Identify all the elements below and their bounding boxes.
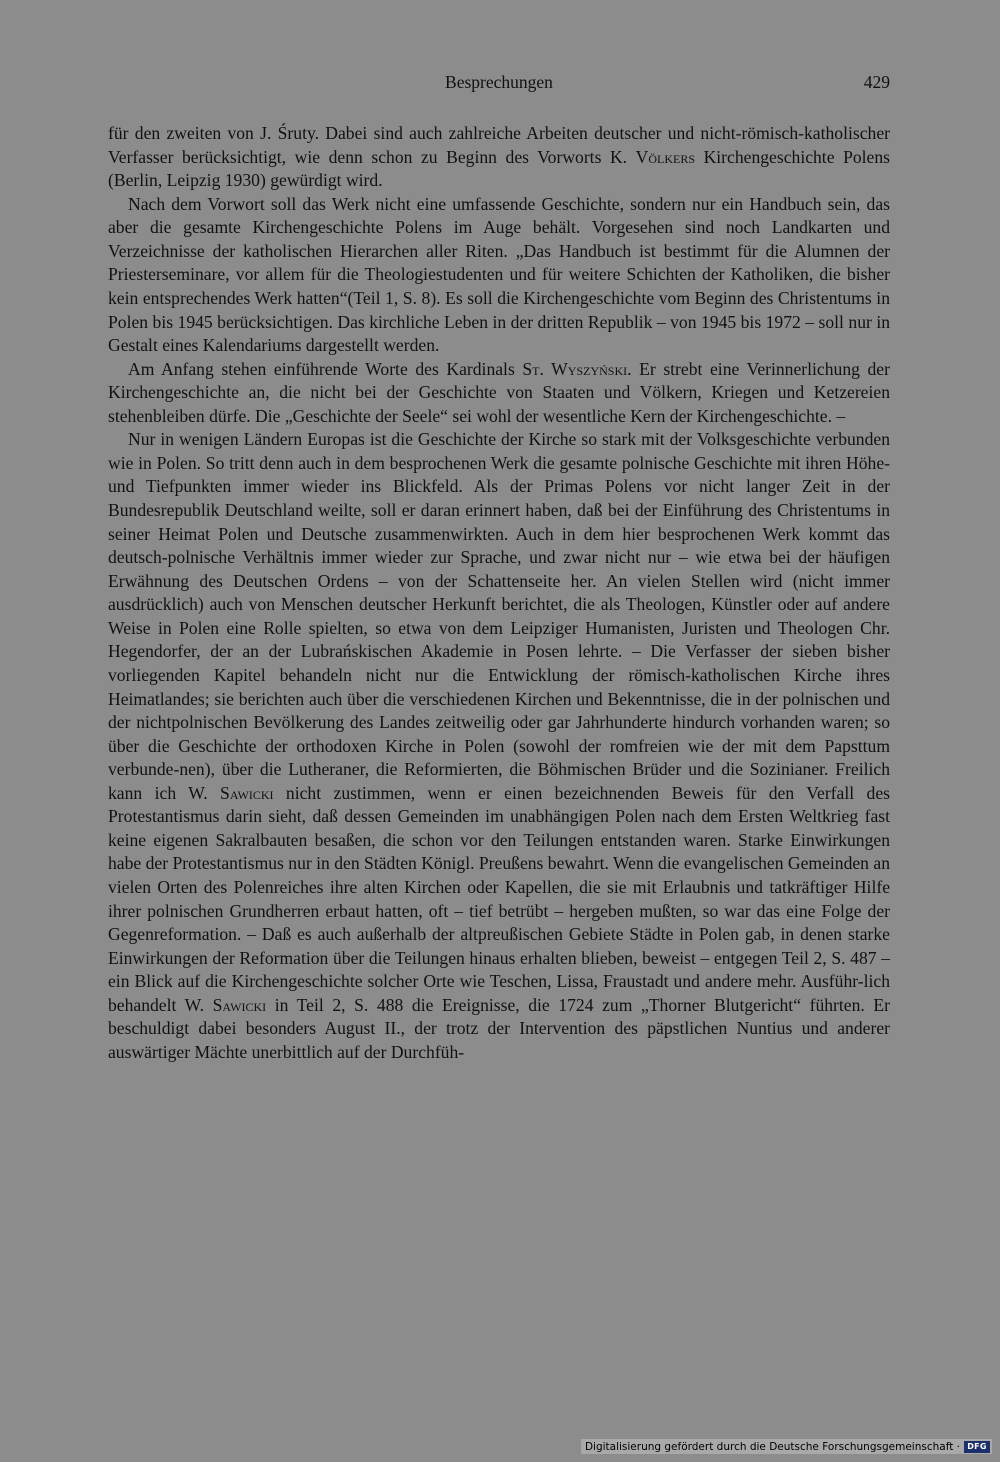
text-run: Kirchengeschichte Polens (Berlin, Leipzig 1930) gewürdigt wird. xyxy=(108,146,890,191)
author-name: Sawicki xyxy=(220,782,274,803)
text-run: in Teil 2, S. 488 die Ereignisse, die 1724 zum „Thorner Blutgericht“ führten. Er beschuldigt dabei besonders August II., der trotz der Intervention des päpstlichen Nuntius und anderer auswärtiger Mächte unerbittlich auf der Durchfüh- xyxy=(108,994,890,1062)
author-name: Sawicki xyxy=(212,994,267,1015)
paragraph xyxy=(108,428,890,1064)
paragraph xyxy=(108,122,890,193)
author-name: Völkers xyxy=(635,146,696,167)
text-run: für den zweiten von J. Śruty. Dabei sind auch zahlreiche Arbeiten deutscher und nicht-römisch-katholischer Verfasser berücksichtigt, wie denn schon zu Beginn des Vorworts K. xyxy=(108,123,890,167)
paragraph xyxy=(108,193,890,358)
body-text xyxy=(108,122,890,1065)
paragraph xyxy=(108,358,890,429)
digitization-credit xyxy=(581,1439,992,1454)
running-head xyxy=(108,72,890,96)
dfg-logo: DFG xyxy=(964,1441,990,1453)
text-run: nicht zustimmen, wenn er einen bezeichnenden Beweis für den Verfall des Protestantismus darin sieht, daß dessen Gemeinden im unabhängigen Polen nach dem Ersten Weltkrieg fast keine eigenen Sakralbauten besaßen, die schon vor den Teilungen entstanden waren. Starke Einwirkungen habe der Protestantismus nur in den Städten Königl. Preußens bewahrt. Wenn die evangelischen Gemeinden an vielen Orten des Polenreiches ihre alten Kirchen oder Kapellen, die sie mit Erlaubnis und tatkräftiger Hilfe ihrer polnischen Grundherren erbaut hatten, oft – tief betrübt – hergeben mußten, so war das eine Folge der Gegenreformation. – Daß es auch außerhalb der altpreußischen Gebiete Städte in Polen gab, in denen starke Einwirkungen der Reformation über die Teilungen hinaus erhalten blieben, beweist – entgegen Teil 2, S. 487 – ein Blick auf die Kirchengeschichte solcher Orte wie Teschen, Lissa, Fraustadt und andere mehr. Ausführ-lich behandelt W. xyxy=(108,782,890,1015)
text-run: Nach dem Vorwort soll das Werk nicht eine umfassende Geschichte, sondern nur ein Handbuch sein, das aber die gesamte Kirchengeschichte Polens im Auge behält. Vorgesehen sind noch Landkarten und Verzeichnisse der katholischen Hierarchen aller Riten. „Das Handbuch ist bestimmt für die Alumnen der Priesterseminare, vor allem für die Theologiestudenten und für weitere Schichten der Katholiken, die bisher kein entsprechendes Werk hatten“(Teil 1, S. 8). Es soll die Kirchengeschichte vom Beginn des Christentums in Polen bis 1945 berücksichtigen. Das kirchliche Leben in der dritten Republik – von 1945 bis 1972 – soll nur in Gestalt eines Kalendariums dargestellt werden. xyxy=(108,193,890,356)
text-run: Nur in wenigen Ländern Europas ist die Geschichte der Kirche so stark mit der Volksgeschichte verbunden wie in Polen. So tritt denn auch in dem besprochenen Werk die gesamte polnische Geschichte mit ihren Höhe- und Tiefpunkten immer wieder ins Blickfeld. Als der Primas Polens vor nicht langer Zeit in der Bundesrepublik Deutschland weilte, soll er daran erinnert haben, daß bei der Einführung des Christentums in seiner Heimat Polen und Deutsche zusammenwirkten. Auch in dem hier besprochenen Werk kommt das deutsch-polnische Verhältnis immer wieder zur Sprache, und zwar nicht nur – wie etwa bei der häufigen Erwähnung des Deutschen Ordens – von der Schattenseite her. An vielen Stellen wird (nicht immer ausdrücklich) auch von Menschen deutscher Herkunft berichtet, die als Theologen, Künstler oder auf andere Weise in Polen eine Rolle spielten, so etwa von dem Leipziger Humanisten, Juristen und Theologen Chr. Hegendorfer, der an der Lubrańskischen Akademie in Posen lehrte. – Die Verfasser der sieben bisher vorliegenden Kapitel behandeln nicht nur die Entwicklung der römisch-katholischen Kirche ihres Heimatlandes; sie berichten auch über die verschiedenen Kirchen und Bekenntnisse, die in der polnischen und der nichtpolnischen Bevölkerung des Landes zeitweilig oder gar Jahrhunderte hindurch vorhanden waren; so über die Geschichte der orthodoxen Kirche in Polen (sowohl der romfreien wie der mit dem Papsttum verbunde-nen), über die Lutheraner, die Reformierten, die Böhmischen Brüder und die Sozinianer. Freilich kann ich W. xyxy=(108,429,890,803)
text-run: Am Anfang stehen einführende Worte des Kardinals xyxy=(128,358,523,379)
text-run: . Er strebt eine Verinnerlichung der Kirchengeschichte an, die nicht bei der Geschichte von Staaten und Völkern, Kriegen und Ketzereien stehenbleiben dürfe. Die „Geschichte der Seele“ sei wohl der wesentliche Kern der Kirchengeschichte. – xyxy=(108,358,890,426)
author-name: St. Wyszyński xyxy=(522,358,628,379)
credit-text: Digitalisierung gefördert durch die Deutsche Forschungsgemeinschaft · xyxy=(584,1440,960,1453)
page-number: 429 xyxy=(863,72,890,92)
running-title: Besprechungen xyxy=(445,72,553,92)
